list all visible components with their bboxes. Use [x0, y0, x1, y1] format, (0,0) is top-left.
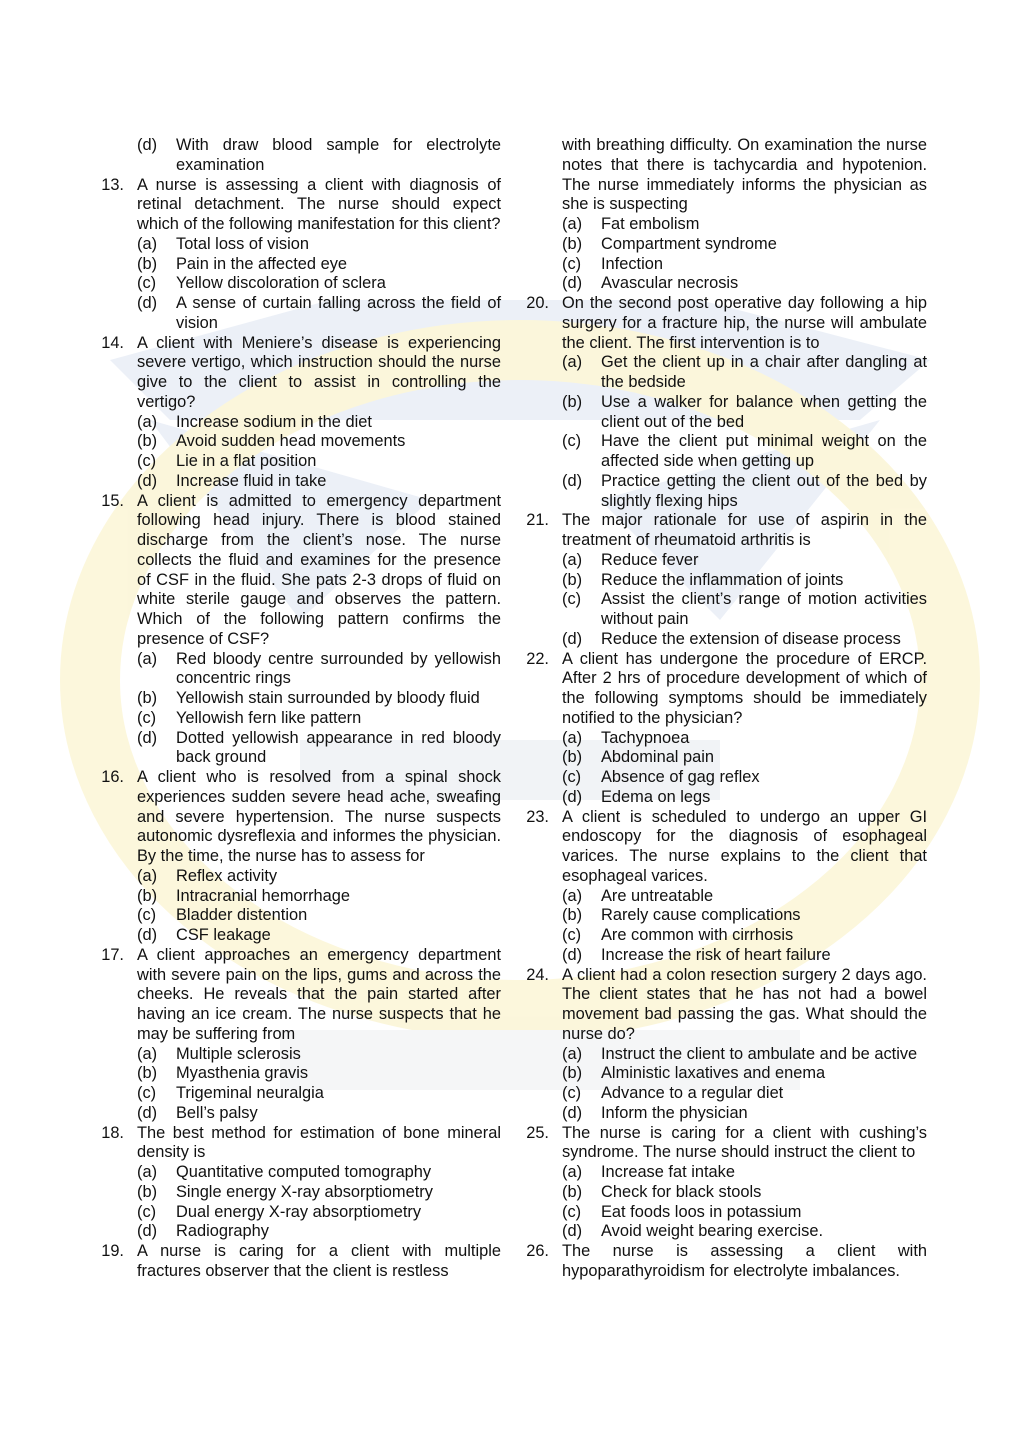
- question-14: 14. A client with Meniere’s disease is experiencing severe vertigo, which instruction should the nurse give to the client to assist in controlling the vertigo? (a) Increase sodium in the diet (b) Avoid sudden head movements (c) Lie in a flat position (d) Increase fluid in take: [101, 333, 501, 490]
- question-23: 23. A client is scheduled to undergo an upper GI endoscopy for the diagnosis of esophageal varices. The nurse explains to the client that esophageal varices. (a) Are untreatable (b) Rarely cause complications (c) Are common with cirrhosis (d) Increase the risk of heart failure: [526, 807, 927, 964]
- option: (c) Trigeminal neuralgia: [137, 1084, 324, 1102]
- option: (a) Increase fat intake: [562, 1163, 735, 1181]
- option: (d) Radiography: [137, 1222, 269, 1241]
- question-stem: A client is admitted to emergency department following head injury. There is blood stained discharge from the client’s nose. The nurse collects the fluid and examines for the presence of CSF in the fluid. She pats 2-3 drops of fluid on white sterile gauge and observes the pattern. Which of the following pattern confirms the presence of CSF?: [137, 491, 501, 648]
- option: (b) Rarely cause complications: [562, 906, 801, 925]
- continued-question-stem: with breathing difficulty. On examination the nurse notes that there is tachycardia and hypotenion. The nurse immediately informs the physician as she is suspecting: [562, 136, 927, 214]
- option: (b) Single energy X-ray absorptiometry: [137, 1182, 433, 1201]
- option: (d) CSF leakage: [137, 926, 271, 944]
- option: (b) Myasthenia gravis: [137, 1064, 309, 1083]
- option: (c) Infection: [562, 254, 663, 273]
- option: (d) Avascular necrosis: [562, 274, 739, 293]
- option: (d) Practice getting the client out of the bed by slightly flexing hips: [562, 471, 927, 510]
- continued-options: [521, 215, 927, 294]
- question-24: 24. A client had a colon resection surgery 2 days ago. The client states that he has not had a bowel movement bad passing the gas. What should the nurse do? (a) Instruct the client to ambulate and be active (b) Alministic laxatives and enema (c) Advance to a regular diet (d) Inform the physician: [526, 965, 927, 1122]
- lead-option: (d) With draw blood sample for electrolyte examination: [137, 136, 501, 174]
- option: (a) Red bloody centre surrounded by yellowish concentric rings: [137, 649, 501, 688]
- option: (c) Have the client put minimal weight on the affected side when getting up: [562, 432, 927, 470]
- option: (c) Lie in a flat position: [137, 452, 317, 470]
- option: (d) Increase the risk of heart failure: [562, 945, 831, 964]
- question-stem: The best method for estimation of bone mineral density is: [137, 1123, 501, 1162]
- question-13: 13. A nurse is assessing a client with diagnosis of retinal detachment. The nurse should expect which of the following manifestation for this client? (a) Total loss of vision (b) Pain in the affected eye (c) Yellow discoloration of sclera (d) A sense of curtain falling across the field of vision: [101, 175, 501, 332]
- question-stem: A client is scheduled to undergo an upper GI endoscopy for the diagnosis of esophageal varices. The nurse explains to the client that esophageal varices.: [562, 807, 927, 885]
- option: (d) Inform the physician: [562, 1103, 748, 1122]
- question-stem: The nurse is assessing a client with hypoparathyroidism for electrolyte imbalances.: [562, 1242, 927, 1280]
- option: (c) Dual energy X-ray absorptiometry: [137, 1202, 422, 1221]
- option: (c) Eat foods loos in potassium: [562, 1202, 802, 1221]
- question-18: 18. The best method for estimation of bone mineral density is (a) Quantitative computed tomography (b) Single energy X-ray absorptiometry (c) Dual energy X-ray absorptiometry (d) Radiography: [101, 1123, 501, 1241]
- option: (a) Total loss of vision: [137, 234, 310, 253]
- option: (d) Edema on legs: [562, 787, 711, 806]
- option: (d) Reduce the extension of disease process: [562, 629, 901, 648]
- option: (b) Check for black stools: [562, 1182, 762, 1201]
- question-21: 21. The major rationale for use of aspirin in the treatment of rheumatoid arthritis is (a) Reduce fever (b) Reduce the inflammation of joints (c) Assist the client’s range of motion activities without pain (d) Reduce the extension of disease process: [526, 511, 927, 648]
- question-stem: A client approaches an emergency department with severe pain on the lips, gums and across the cheeks. He reveals that the pain started after having an ice cream. The nurse suspects that he may be suffering from: [137, 945, 501, 1043]
- question-19: 19. A nurse is caring for a client with multiple fractures observer that the client is restless: [101, 1242, 501, 1280]
- question-26: 26. The nurse is assessing a client with hypoparathyroidism for electrolyte imbalances.: [526, 1242, 927, 1280]
- option: (c) Absence of gag reflex: [562, 768, 760, 786]
- option: (b) Alministic laxatives and enema: [562, 1064, 826, 1083]
- option: (a) Reduce fever: [562, 550, 699, 569]
- question-20: 20. On the second post operative day following a hip surgery for a fracture hip, the nurse will ambulate the client. The first intervention is to (a) Get the client up in a chair after dangling at the bedside (b) Use a walker for balance when getting the client out of the bed (c) Have the client put minimal weight on the affected side when getting up (d) Practice getting the client out of the bed by slightly flexing hips: [526, 294, 927, 510]
- option: (b) Use a walker for balance when getting the client out of the bed: [562, 392, 927, 431]
- option: (c) Advance to a regular diet: [562, 1084, 784, 1102]
- option: (c) Yellow discoloration of sclera: [137, 274, 386, 293]
- question-stem: A client has undergone the procedure of ERCP. After 2 hrs of procedure development of which of the following symptoms should be immediately notified to the physician?: [562, 649, 927, 727]
- left-column: [96, 136, 501, 1282]
- question-25: 25. The nurse is caring for a client with cushing’s syndrome. The nurse should instruct the client to (a) Increase fat intake (b) Check for black stools (c) Eat foods loos in potassium (d) Avoid weight bearing exercise.: [526, 1123, 927, 1241]
- question-stem: A client had a colon resection surgery 2 days ago. The client states that he has not had a bowel movement bad passing the gas. What should the nurse do?: [562, 965, 927, 1043]
- option: (a) Fat embolism: [562, 215, 700, 233]
- question-16: 16. A client who is resolved from a spinal shock experiences sudden severe head ache, sweafing and severe hypertension. The nurse suspects autonomic dysreflexia and informes the physician. By the time, the nurse has to assess for (a) Reflex activity (b) Intracranial hemorrhage (c) Bladder distention (d) CSF leakage: [101, 768, 501, 944]
- question-22: 22. A client has undergone the procedure of ERCP. After 2 hrs of procedure development of which of the following symptoms should be immediately notified to the physician? (a) Tachypnoea (b) Abdominal pain (c) Absence of gag reflex (d) Edema on legs: [526, 649, 927, 806]
- question-stem: A client with Meniere’s disease is experiencing severe vertigo, which instruction should the nurse give to the client to assist in controlling the vertigo?: [137, 333, 501, 411]
- option: (d) A sense of curtain falling across the field of vision: [137, 294, 501, 332]
- option: (b) Pain in the affected eye: [137, 254, 348, 273]
- option: (a) Are untreatable: [562, 886, 714, 905]
- option: (b) Intracranial hemorrhage: [137, 886, 351, 905]
- option: (a) Increase sodium in the diet: [137, 412, 372, 431]
- question-15: 15. A client is admitted to emergency department following head injury. There is blood stained discharge from the client’s nose. The nurse collects the fluid and examines for the presence of CSF in the fluid. She pats 2-3 drops of fluid on white sterile gauge and observes the pattern. Which of the following pattern confirms the presence of CSF? (a) Red bloody centre surrounded by yellowish concentric rings (b) Yellowish stain surrounded by bloody fluid (c) Yellowish fern like pattern (d) Dotted yellowish appearance in red bloody back ground: [101, 491, 501, 767]
- option: (d) Increase fluid in take: [137, 471, 327, 490]
- question-stem: On the second post operative day following a hip surgery for a fracture hip, the nurse will ambulate the client. The first intervention is to: [562, 294, 927, 352]
- option: (a) Multiple sclerosis: [137, 1044, 301, 1063]
- option: (a) Instruct the client to ambulate and be active: [562, 1044, 918, 1063]
- question-stem: A client who is resolved from a spinal shock experiences sudden severe head ache, sweafing and severe hypertension. The nurse suspects autonomic dysreflexia and informes the physician. By the time, the nurse has to assess for: [137, 768, 501, 865]
- question-stem: A nurse is assessing a client with diagnosis of retinal detachment. The nurse should expect which of the following manifestation for this client?: [137, 175, 501, 233]
- option: (c) Are common with cirrhosis: [562, 926, 794, 944]
- option: (d) Dotted yellowish appearance in red bloody back ground: [137, 728, 501, 767]
- option: (b) Yellowish stain surrounded by bloody fluid: [137, 689, 480, 707]
- option: (b) Abdominal pain: [562, 748, 714, 767]
- option: (b) Avoid sudden head movements: [137, 432, 406, 451]
- option: (c) Bladder distention: [137, 906, 308, 925]
- question-17: 17. A client approaches an emergency department with severe pain on the lips, gums and across the cheeks. He reveals that the pain started after having an ice cream. The nurse suspects that he may be suffering from (a) Multiple sclerosis (b) Myasthenia gravis (c) Trigeminal neuralgia (d) Bell’s palsy: [101, 945, 501, 1122]
- option: (a) Quantitative computed tomography: [137, 1163, 432, 1181]
- option: (b) Compartment syndrome: [562, 234, 777, 253]
- option: (a) Tachypnoea: [562, 728, 690, 747]
- right-column: [521, 136, 927, 1282]
- option: (d) Avoid weight bearing exercise.: [562, 1222, 824, 1241]
- question-stem: The major rationale for use of aspirin in the treatment of rheumatoid arthritis is: [562, 511, 927, 549]
- option: (d) Bell’s palsy: [137, 1103, 258, 1122]
- option: (a) Get the client up in a chair after dangling at the bedside: [562, 353, 927, 391]
- option: (c) Yellowish fern like pattern: [137, 708, 362, 727]
- option: (a) Reflex activity: [137, 866, 278, 885]
- question-stem: A nurse is caring for a client with multiple fractures observer that the client is restless: [137, 1242, 501, 1280]
- option: (b) Reduce the inflammation of joints: [562, 570, 844, 589]
- option: (c) Assist the client’s range of motion activities without pain: [562, 590, 927, 628]
- question-stem: The nurse is caring for a client with cushing’s syndrome. The nurse should instruct the client to: [562, 1123, 927, 1162]
